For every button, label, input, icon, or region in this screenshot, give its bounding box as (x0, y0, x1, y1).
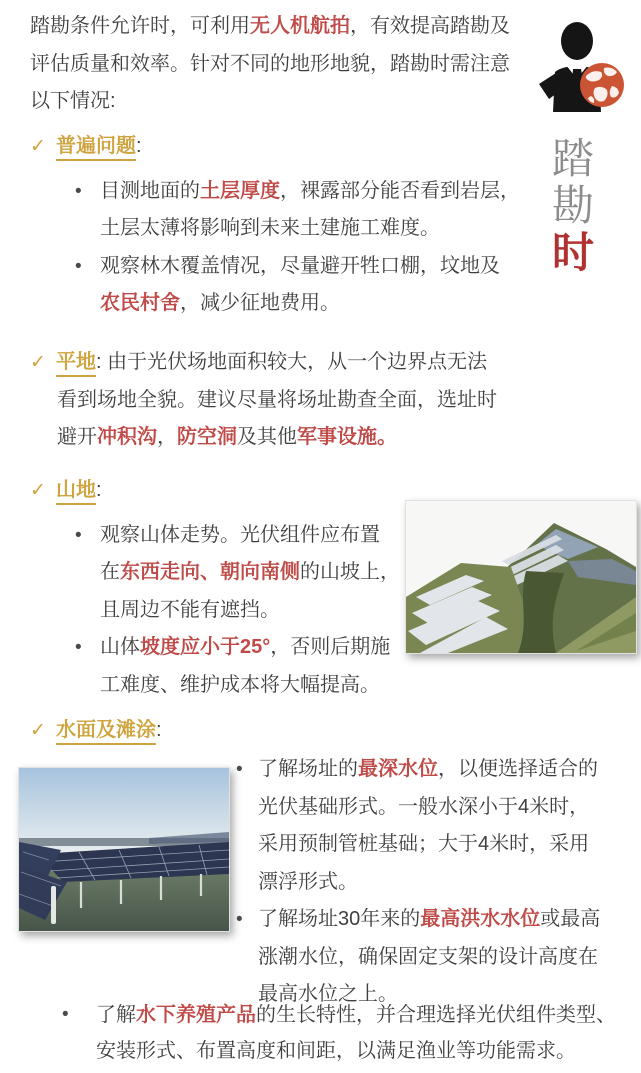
section-header-text (96, 351, 487, 373)
bullet-text (258, 751, 600, 901)
text-line (258, 939, 600, 977)
text-segment: 或最高 (540, 908, 601, 930)
text-segment: 农民村舍 (100, 292, 180, 314)
text-line (100, 210, 520, 248)
bullet-text (100, 248, 520, 323)
section-header (30, 712, 162, 750)
section-header (30, 344, 497, 382)
floating-pv-plant-photo (18, 767, 230, 932)
text-segment: ， (157, 426, 177, 448)
text-line (100, 629, 400, 667)
text-segment: 无人机航拍 (250, 15, 350, 37)
bullet-list (75, 173, 520, 323)
bullet-item (62, 997, 616, 1069)
text-segment: ，有效提高踏勘及 (350, 15, 510, 37)
text-segment: ，否则后期施 (270, 636, 391, 658)
bullet-item (75, 629, 400, 704)
section-title: 山地 (56, 478, 96, 505)
text-segment: ，以便选择适合的 (438, 758, 598, 780)
text-segment: 评估质量和效率。针对不同的地形地貌，踏勘时需注意 (30, 52, 510, 75)
text-segment: 最高水位之上。 (258, 983, 398, 1005)
bullet-icon: • (75, 524, 82, 546)
section-title-colon: : (96, 479, 102, 501)
text-segment: 的生长特性，并合理选择光伏组件类型、 (256, 1004, 616, 1026)
text-segment: 冲积沟 (97, 426, 157, 448)
text-segment: 避开 (57, 426, 97, 448)
bullet-icon: • (75, 637, 82, 658)
text-segment: 踏勘条件允许时，可利用 (30, 15, 250, 37)
section-title-colon: : (156, 719, 162, 741)
section-title: 平地 (56, 350, 96, 377)
text-segment: 采用预制管桩基础；大于4米时，采用 (258, 833, 590, 855)
text-line (100, 517, 400, 555)
section-body-text (57, 382, 497, 457)
text-segment: 最高洪水水位 (420, 908, 541, 930)
section-title: 普遍问题 (56, 134, 136, 161)
text-line (30, 46, 510, 84)
text-line (552, 136, 612, 183)
bullet-item (75, 517, 400, 630)
text-segment: 看到场地全貌。建议尽量将场址勘查全面，选址时 (57, 388, 497, 411)
text-segment: 水下养殖产品 (136, 1004, 256, 1026)
check-icon: ✓ (30, 480, 46, 501)
text-segment: 光伏基础形式。一般水深小于4米时， (258, 795, 590, 818)
text-line (100, 592, 400, 630)
section-water-tidal (30, 712, 162, 750)
bullet-item (75, 248, 520, 323)
survey-time-label (552, 136, 612, 277)
section-header (30, 128, 520, 166)
section-title: 水面及滩涂 (56, 718, 156, 745)
text-segment: 踏 (552, 135, 595, 182)
text-segment: 防空洞 (177, 426, 237, 448)
bottom-bullet (62, 997, 616, 1069)
text-segment: 最深水位 (358, 758, 438, 780)
text-line (100, 554, 400, 592)
text-line (100, 248, 520, 286)
text-segment: ，减少征地费用。 (180, 292, 340, 314)
check-icon: ✓ (30, 136, 46, 157)
text-segment: 且周边不能有遮挡。 (100, 598, 280, 621)
text-line (258, 826, 600, 864)
text-line (258, 751, 600, 789)
text-segment: 勘 (552, 182, 595, 229)
section-flat-land (30, 344, 497, 457)
text-segment: 时 (552, 229, 595, 276)
text-segment: 土层太薄将影响到未来土建施工难度。 (100, 217, 440, 239)
text-segment: 土层厚度 (200, 179, 280, 202)
text-segment: 坡度应小于25° (140, 636, 271, 658)
text-segment: : 由于光伏场地面积较大，从一个边界点无法 (96, 351, 488, 373)
section-title-colon: : (136, 135, 142, 157)
text-segment: 观察山体走势。光伏组件应布置 (100, 523, 380, 546)
bullet-text (96, 997, 616, 1069)
text-line (552, 230, 612, 277)
text-segment: 及其他 (237, 426, 297, 448)
bullet-text (100, 173, 520, 248)
text-segment: 漂浮形式。 (258, 870, 358, 893)
text-segment: 涨潮水位，确保固定支架的设计高度在 (258, 945, 598, 968)
text-segment: 的山坡上， (300, 561, 400, 583)
text-segment: 山体 (100, 636, 140, 658)
text-segment: 军事设施。 (297, 426, 397, 448)
text-line (552, 183, 612, 230)
bullet-icon: • (236, 759, 243, 780)
check-icon: ✓ (30, 720, 46, 741)
text-line (30, 83, 510, 121)
text-segment: 了解场址的 (258, 758, 358, 780)
bullet-icon: • (75, 180, 82, 202)
section-common-issues (30, 128, 520, 323)
person-globe-icon (536, 22, 628, 114)
text-segment: 工难度、维护成本将大幅提高。 (100, 673, 380, 696)
text-segment: 了解场址30年来的 (258, 908, 421, 930)
section-mountain (30, 472, 400, 704)
bullet-icon: • (75, 255, 82, 277)
text-line (100, 173, 520, 211)
bullet-text (100, 517, 400, 630)
text-segment: ，裸露部分能否看到岩层， (280, 179, 520, 202)
text-line (258, 789, 600, 827)
bullet-item (75, 173, 520, 248)
text-segment: 观察林木覆盖情况，尽量避开牲口棚，坟地及 (100, 254, 500, 277)
text-line (57, 382, 497, 420)
intro-paragraph (30, 8, 510, 121)
bullet-item (236, 751, 600, 901)
text-segment: 安装形式、布置高度和间距，以满足渔业等功能需求。 (96, 1040, 576, 1062)
text-line (96, 1033, 616, 1069)
text-line (57, 419, 497, 457)
text-segment: 以下情况: (30, 90, 116, 112)
text-line (258, 901, 600, 939)
bullet-list (75, 517, 400, 705)
text-line (96, 997, 616, 1033)
bullet-text (100, 629, 400, 704)
text-segment: 在 (100, 561, 120, 583)
text-segment: 东西走向、朝向南侧 (120, 561, 300, 583)
check-icon: ✓ (30, 352, 46, 373)
text-segment: 目测地面的 (100, 179, 200, 202)
bullet-icon: • (236, 909, 243, 930)
text-line (30, 8, 510, 46)
text-segment: 了解 (96, 1004, 136, 1026)
hillside-pv-plant-photo (405, 500, 637, 654)
text-line (100, 285, 520, 323)
water-bullet-list (236, 751, 600, 1014)
section-header (30, 472, 400, 510)
text-line (258, 864, 600, 902)
bullet-icon: • (62, 1004, 69, 1025)
text-line (100, 667, 400, 705)
